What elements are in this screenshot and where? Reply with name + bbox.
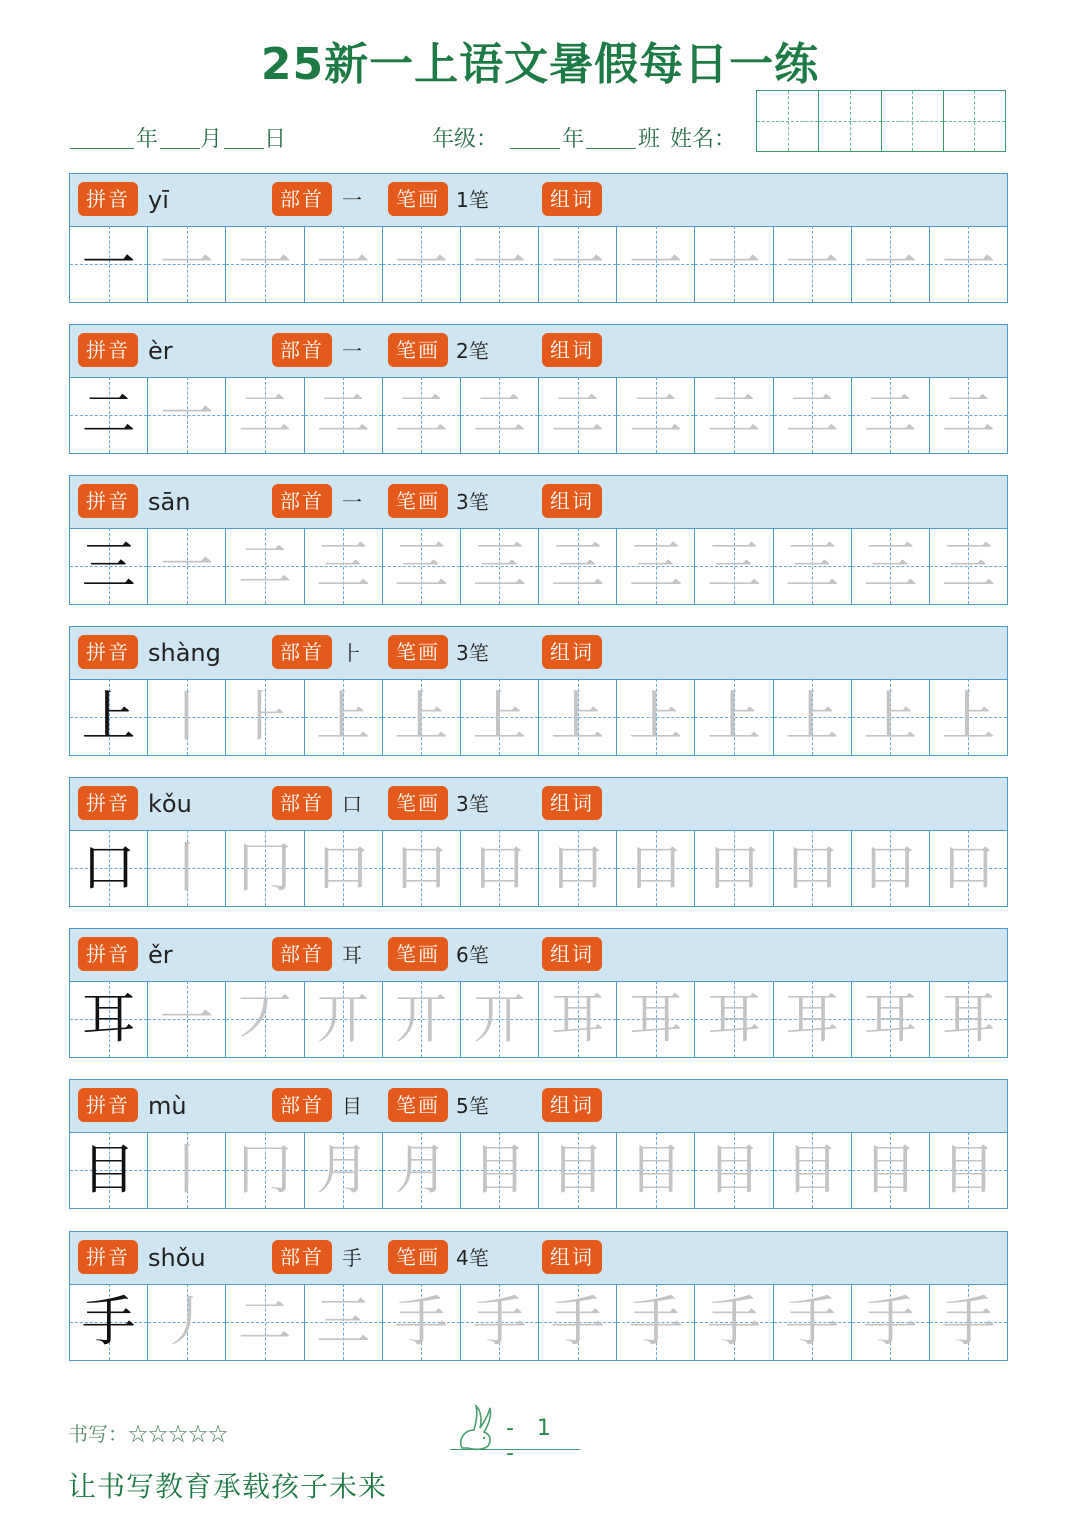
strokes-tag: 笔画	[388, 1240, 448, 1274]
trace-cell[interactable]	[774, 679, 852, 755]
trace-cell[interactable]	[774, 226, 852, 302]
character-block	[69, 777, 1008, 907]
trace-cell[interactable]	[617, 679, 695, 755]
trace-cell[interactable]	[226, 1284, 304, 1360]
trace-cell[interactable]	[617, 528, 695, 604]
trace-cell[interactable]	[695, 981, 773, 1057]
radical-tag: 部首	[272, 1088, 332, 1122]
trace-character: 口	[706, 836, 761, 899]
strokes-tag: 笔画	[388, 182, 448, 216]
character-block	[69, 173, 1008, 303]
trace-character: 二	[863, 383, 918, 446]
trace-cell[interactable]	[695, 1284, 773, 1360]
trace-character: 丌	[316, 987, 371, 1050]
trace-cell[interactable]	[852, 528, 930, 604]
trace-character: 二	[316, 383, 371, 446]
trace-cell[interactable]	[226, 528, 304, 604]
trace-cell[interactable]	[383, 528, 461, 604]
strokes-tag: 笔画	[388, 937, 448, 971]
trace-cell[interactable]	[461, 1284, 539, 1360]
trace-cell[interactable]	[148, 830, 226, 906]
slogan: 让书写教育承载孩子未来	[68, 1470, 388, 1503]
trace-character: 丨	[159, 836, 214, 899]
trace-cell[interactable]	[695, 528, 773, 604]
trace-character: 口	[941, 836, 996, 899]
month-label: 月	[200, 127, 223, 152]
character-info-bar	[70, 929, 1007, 982]
name-cell[interactable]	[882, 91, 944, 151]
words-tag: 组词	[542, 333, 602, 367]
trace-cell[interactable]	[305, 528, 383, 604]
trace-character: 手	[394, 1290, 449, 1353]
pinyin-tag: 拼音	[78, 786, 138, 820]
trace-character: 二	[237, 383, 292, 446]
pinyin-tag: 拼音	[78, 333, 138, 367]
trace-cell[interactable]	[305, 226, 383, 302]
trace-character: 二	[628, 383, 683, 446]
character-block	[69, 626, 1008, 756]
trace-character: ⺊	[237, 685, 292, 748]
trace-cell[interactable]	[695, 679, 773, 755]
trace-cell[interactable]	[930, 679, 1007, 755]
trace-character: 冂	[237, 1138, 292, 1201]
trace-cell[interactable]	[695, 226, 773, 302]
model-character-cell	[70, 377, 148, 453]
trace-character: 二	[785, 383, 840, 446]
trace-cell[interactable]	[148, 377, 226, 453]
year-label: 年	[136, 127, 159, 152]
model-character-cell	[70, 226, 148, 302]
trace-character: 二	[394, 383, 449, 446]
pinyin-tag: 拼音	[78, 635, 138, 669]
trace-character: 二	[237, 1290, 292, 1353]
trace-cell[interactable]	[539, 981, 617, 1057]
trace-cell[interactable]	[305, 981, 383, 1057]
writing-grid-row	[70, 1132, 1007, 1208]
trace-cell[interactable]	[148, 1284, 226, 1360]
character-info-bar	[70, 778, 1007, 831]
words-tag: 组词	[542, 786, 602, 820]
trace-cell[interactable]	[383, 226, 461, 302]
page-number-area	[450, 1400, 580, 1466]
strokes-value: 3笔	[456, 792, 489, 816]
trace-character: 一	[159, 987, 214, 1050]
strokes-value: 3笔	[456, 490, 489, 514]
trace-cell[interactable]	[226, 1132, 304, 1208]
model-character: 一	[81, 232, 136, 295]
model-character: 目	[81, 1138, 136, 1201]
words-tag: 组词	[542, 182, 602, 216]
trace-character: 丿	[159, 1290, 214, 1353]
trace-character: 冂	[237, 836, 292, 899]
strokes-value: 1笔	[456, 188, 489, 212]
class-blank[interactable]	[586, 148, 636, 149]
model-character-cell	[70, 1132, 148, 1208]
trace-character: 一	[472, 232, 527, 295]
trace-character: 丨	[159, 685, 214, 748]
trace-character: 三	[316, 534, 371, 597]
trace-character: 口	[863, 836, 918, 899]
trace-character: 二	[941, 383, 996, 446]
trace-character: 口	[472, 836, 527, 899]
model-character-cell	[70, 679, 148, 755]
character-info-bar	[70, 174, 1007, 227]
trace-character: 三	[394, 534, 449, 597]
model-character-cell	[70, 528, 148, 604]
trace-cell[interactable]	[930, 377, 1007, 453]
writing-grid-row	[70, 226, 1007, 302]
words-tag: 组词	[542, 1088, 602, 1122]
words-tag: 组词	[542, 1240, 602, 1274]
pinyin-tag: 拼音	[78, 937, 138, 971]
trace-character: 月	[394, 1138, 449, 1201]
page-number: - 1 -	[506, 1416, 559, 1466]
trace-cell[interactable]	[852, 830, 930, 906]
grade-blank[interactable]	[510, 148, 560, 149]
trace-character: 口	[628, 836, 683, 899]
trace-cell[interactable]	[539, 528, 617, 604]
trace-character: 一	[550, 232, 605, 295]
pinyin-value: kǒu	[148, 790, 192, 818]
character-info-bar	[70, 627, 1007, 680]
trace-character: 上	[316, 685, 371, 748]
strokes-value: 5笔	[456, 1094, 489, 1118]
trace-character: 一	[785, 232, 840, 295]
model-character-cell	[70, 830, 148, 906]
trace-cell[interactable]	[383, 981, 461, 1057]
strokes-value: 4笔	[456, 1246, 489, 1270]
trace-character: 三	[628, 534, 683, 597]
trace-cell[interactable]	[852, 377, 930, 453]
trace-character: 手	[550, 1290, 605, 1353]
trace-cell[interactable]	[148, 528, 226, 604]
trace-cell[interactable]	[461, 981, 539, 1057]
trace-character: 目	[472, 1138, 527, 1201]
trace-character: 耳	[550, 987, 605, 1050]
grade-year-label: 年	[562, 127, 585, 152]
grade-label: 年级：	[432, 127, 499, 152]
radical-tag: 部首	[272, 333, 332, 367]
character-block	[69, 475, 1008, 605]
trace-cell[interactable]	[695, 1132, 773, 1208]
trace-cell[interactable]	[539, 226, 617, 302]
trace-character: 上	[394, 685, 449, 748]
trace-cell[interactable]	[774, 377, 852, 453]
trace-character: 目	[628, 1138, 683, 1201]
trace-cell[interactable]	[461, 377, 539, 453]
strokes-tag: 笔画	[388, 635, 448, 669]
radical-value: 一	[342, 188, 362, 212]
trace-character: 三	[472, 534, 527, 597]
name-cell[interactable]	[757, 91, 819, 151]
radical-tag: 部首	[272, 937, 332, 971]
page-number-underline	[450, 1449, 580, 1450]
trace-cell[interactable]	[383, 1284, 461, 1360]
trace-cell[interactable]	[774, 981, 852, 1057]
trace-character: 二	[550, 383, 605, 446]
trace-character: 一	[941, 232, 996, 295]
trace-character: 三	[706, 534, 761, 597]
trace-character: 目	[550, 1138, 605, 1201]
trace-character: 二	[237, 534, 292, 597]
radical-value: 一	[342, 339, 362, 363]
character-block	[69, 324, 1008, 454]
trace-cell[interactable]	[930, 528, 1007, 604]
strokes-tag: 笔画	[388, 1088, 448, 1122]
trace-character: 目	[863, 1138, 918, 1201]
trace-character: 耳	[628, 987, 683, 1050]
trace-character: 一	[159, 232, 214, 295]
trace-character: 丨	[159, 1138, 214, 1201]
trace-character: 手	[785, 1290, 840, 1353]
trace-cell[interactable]	[617, 981, 695, 1057]
radical-value: 口	[342, 792, 362, 816]
trace-cell[interactable]	[383, 679, 461, 755]
model-character-cell	[70, 1284, 148, 1360]
trace-character: 一	[863, 232, 918, 295]
trace-character: 一	[237, 232, 292, 295]
trace-cell[interactable]	[539, 679, 617, 755]
trace-cell[interactable]	[695, 830, 773, 906]
trace-cell[interactable]	[539, 1284, 617, 1360]
name-label: 姓名：	[670, 127, 737, 152]
radical-value: 手	[342, 1246, 362, 1270]
trace-cell[interactable]	[852, 1284, 930, 1360]
radical-tag: 部首	[272, 1240, 332, 1274]
pinyin-value: sān	[148, 488, 191, 516]
class-label: 班	[638, 127, 661, 152]
trace-cell[interactable]	[226, 679, 304, 755]
trace-cell[interactable]	[930, 830, 1007, 906]
trace-character: 一	[159, 383, 214, 446]
trace-character: 上	[941, 685, 996, 748]
character-block	[69, 1231, 1008, 1361]
trace-character: 耳	[785, 987, 840, 1050]
trace-cell[interactable]	[305, 679, 383, 755]
strokes-tag: 笔画	[388, 786, 448, 820]
pinyin-value: mù	[148, 1092, 187, 1120]
trace-character: 二	[472, 383, 527, 446]
strokes-value: 6笔	[456, 943, 489, 967]
pinyin-tag: 拼音	[78, 1240, 138, 1274]
trace-cell[interactable]	[774, 1284, 852, 1360]
radical-value: 目	[342, 1094, 362, 1118]
trace-cell[interactable]	[305, 377, 383, 453]
words-tag: 组词	[542, 635, 602, 669]
model-character: 口	[81, 836, 136, 899]
trace-cell[interactable]	[852, 679, 930, 755]
character-info-bar	[70, 325, 1007, 378]
page-title: 25新一上语文暑假每日一练	[260, 39, 820, 90]
trace-character: 一	[394, 232, 449, 295]
character-info-bar	[70, 1080, 1007, 1133]
day-label: 日	[264, 127, 287, 152]
trace-cell[interactable]	[539, 1132, 617, 1208]
trace-cell[interactable]	[930, 1132, 1007, 1208]
radical-tag: 部首	[272, 786, 332, 820]
trace-cell[interactable]	[461, 679, 539, 755]
trace-character: 手	[863, 1290, 918, 1353]
day-blank[interactable]	[224, 148, 264, 149]
trace-cell[interactable]	[617, 1284, 695, 1360]
trace-character: 上	[863, 685, 918, 748]
year-blank[interactable]	[70, 148, 134, 149]
trace-character: 口	[785, 836, 840, 899]
strokes-tag: 笔画	[388, 333, 448, 367]
strokes-tag: 笔画	[388, 484, 448, 518]
trace-cell[interactable]	[930, 981, 1007, 1057]
character-block	[69, 928, 1008, 1058]
writing-grid-row	[70, 377, 1007, 453]
model-character: 二	[81, 383, 136, 446]
trace-cell[interactable]	[852, 1132, 930, 1208]
trace-cell[interactable]	[148, 981, 226, 1057]
pinyin-value: ěr	[148, 941, 173, 969]
trace-character: 三	[863, 534, 918, 597]
radical-value: 一	[342, 490, 362, 514]
trace-cell[interactable]	[305, 1132, 383, 1208]
pinyin-tag: 拼音	[78, 1088, 138, 1122]
trace-cell[interactable]	[774, 830, 852, 906]
trace-character: 三	[941, 534, 996, 597]
trace-character: 丆	[237, 987, 292, 1050]
writing-grid-row	[70, 830, 1007, 906]
trace-cell[interactable]	[930, 226, 1007, 302]
trace-cell[interactable]	[695, 377, 773, 453]
strokes-value: 2笔	[456, 339, 489, 363]
trace-character: 上	[628, 685, 683, 748]
trace-character: 口	[316, 836, 371, 899]
trace-cell[interactable]	[539, 377, 617, 453]
trace-character: 上	[785, 685, 840, 748]
info-line	[70, 120, 750, 154]
strokes-value: 3笔	[456, 641, 489, 665]
character-info-bar	[70, 1232, 1007, 1285]
character-block	[69, 1079, 1008, 1209]
name-cell[interactable]	[819, 91, 881, 151]
character-info-bar	[70, 476, 1007, 529]
pinyin-value: yī	[148, 186, 169, 214]
model-character: 耳	[81, 987, 136, 1050]
trace-character: 丌	[394, 987, 449, 1050]
trace-character: 目	[785, 1138, 840, 1201]
trace-cell[interactable]	[617, 377, 695, 453]
trace-cell[interactable]	[461, 226, 539, 302]
trace-character: 手	[941, 1290, 996, 1353]
month-blank[interactable]	[160, 148, 200, 149]
model-character: 上	[81, 685, 136, 748]
trace-cell[interactable]	[226, 981, 304, 1057]
model-character: 手	[81, 1290, 136, 1353]
pinyin-value: èr	[148, 337, 173, 365]
trace-cell[interactable]	[461, 1132, 539, 1208]
trace-cell[interactable]	[461, 528, 539, 604]
radical-value: ⺊	[342, 641, 362, 665]
trace-cell[interactable]	[461, 830, 539, 906]
trace-character: 丌	[472, 987, 527, 1050]
writing-grid-row	[70, 679, 1007, 755]
words-tag: 组词	[542, 937, 602, 971]
trace-cell[interactable]	[226, 377, 304, 453]
trace-cell[interactable]	[383, 1132, 461, 1208]
trace-character: 上	[472, 685, 527, 748]
trace-character: 三	[316, 1290, 371, 1353]
model-character-cell	[70, 981, 148, 1057]
trace-character: 一	[316, 232, 371, 295]
model-character: 三	[81, 534, 136, 597]
writing-rating: 书写：☆☆☆☆☆	[68, 1422, 228, 1446]
trace-cell[interactable]	[226, 830, 304, 906]
trace-cell[interactable]	[539, 830, 617, 906]
trace-character: 目	[941, 1138, 996, 1201]
trace-cell[interactable]	[617, 830, 695, 906]
pinyin-value: shàng	[148, 639, 221, 667]
trace-character: 耳	[706, 987, 761, 1050]
writing-grid-row	[70, 1284, 1007, 1360]
trace-cell[interactable]	[305, 830, 383, 906]
trace-character: 目	[706, 1138, 761, 1201]
trace-character: 二	[706, 383, 761, 446]
trace-cell[interactable]	[852, 981, 930, 1057]
trace-cell[interactable]	[774, 1132, 852, 1208]
radical-tag: 部首	[272, 635, 332, 669]
trace-cell[interactable]	[148, 1132, 226, 1208]
trace-character: 上	[706, 685, 761, 748]
trace-character: 一	[159, 534, 214, 597]
trace-character: 口	[550, 836, 605, 899]
trace-character: 手	[706, 1290, 761, 1353]
trace-cell[interactable]	[774, 528, 852, 604]
trace-cell[interactable]	[383, 377, 461, 453]
trace-cell[interactable]	[617, 226, 695, 302]
trace-character: 月	[316, 1138, 371, 1201]
name-writing-grid[interactable]	[756, 90, 1006, 152]
trace-cell[interactable]	[930, 1284, 1007, 1360]
trace-character: 三	[785, 534, 840, 597]
trace-cell[interactable]	[617, 1132, 695, 1208]
trace-character: 三	[550, 534, 605, 597]
trace-character: 一	[706, 232, 761, 295]
trace-character: 手	[628, 1290, 683, 1353]
rabbit-icon	[454, 1400, 504, 1452]
writing-grid-row	[70, 528, 1007, 604]
pinyin-tag: 拼音	[78, 182, 138, 216]
trace-cell[interactable]	[226, 226, 304, 302]
trace-character: 上	[550, 685, 605, 748]
trace-cell[interactable]	[148, 679, 226, 755]
trace-character: 手	[472, 1290, 527, 1353]
trace-character: 口	[394, 836, 449, 899]
pinyin-tag: 拼音	[78, 484, 138, 518]
radical-tag: 部首	[272, 484, 332, 518]
pinyin-value: shǒu	[148, 1244, 206, 1272]
radical-value: 耳	[342, 943, 362, 967]
trace-cell[interactable]	[305, 1284, 383, 1360]
trace-cell[interactable]	[383, 830, 461, 906]
radical-tag: 部首	[272, 182, 332, 216]
trace-character: 一	[628, 232, 683, 295]
name-cell[interactable]	[944, 91, 1005, 151]
writing-grid-row	[70, 981, 1007, 1057]
trace-character: 耳	[863, 987, 918, 1050]
trace-cell[interactable]	[148, 226, 226, 302]
trace-cell[interactable]	[852, 226, 930, 302]
words-tag: 组词	[542, 484, 602, 518]
trace-character: 耳	[941, 987, 996, 1050]
